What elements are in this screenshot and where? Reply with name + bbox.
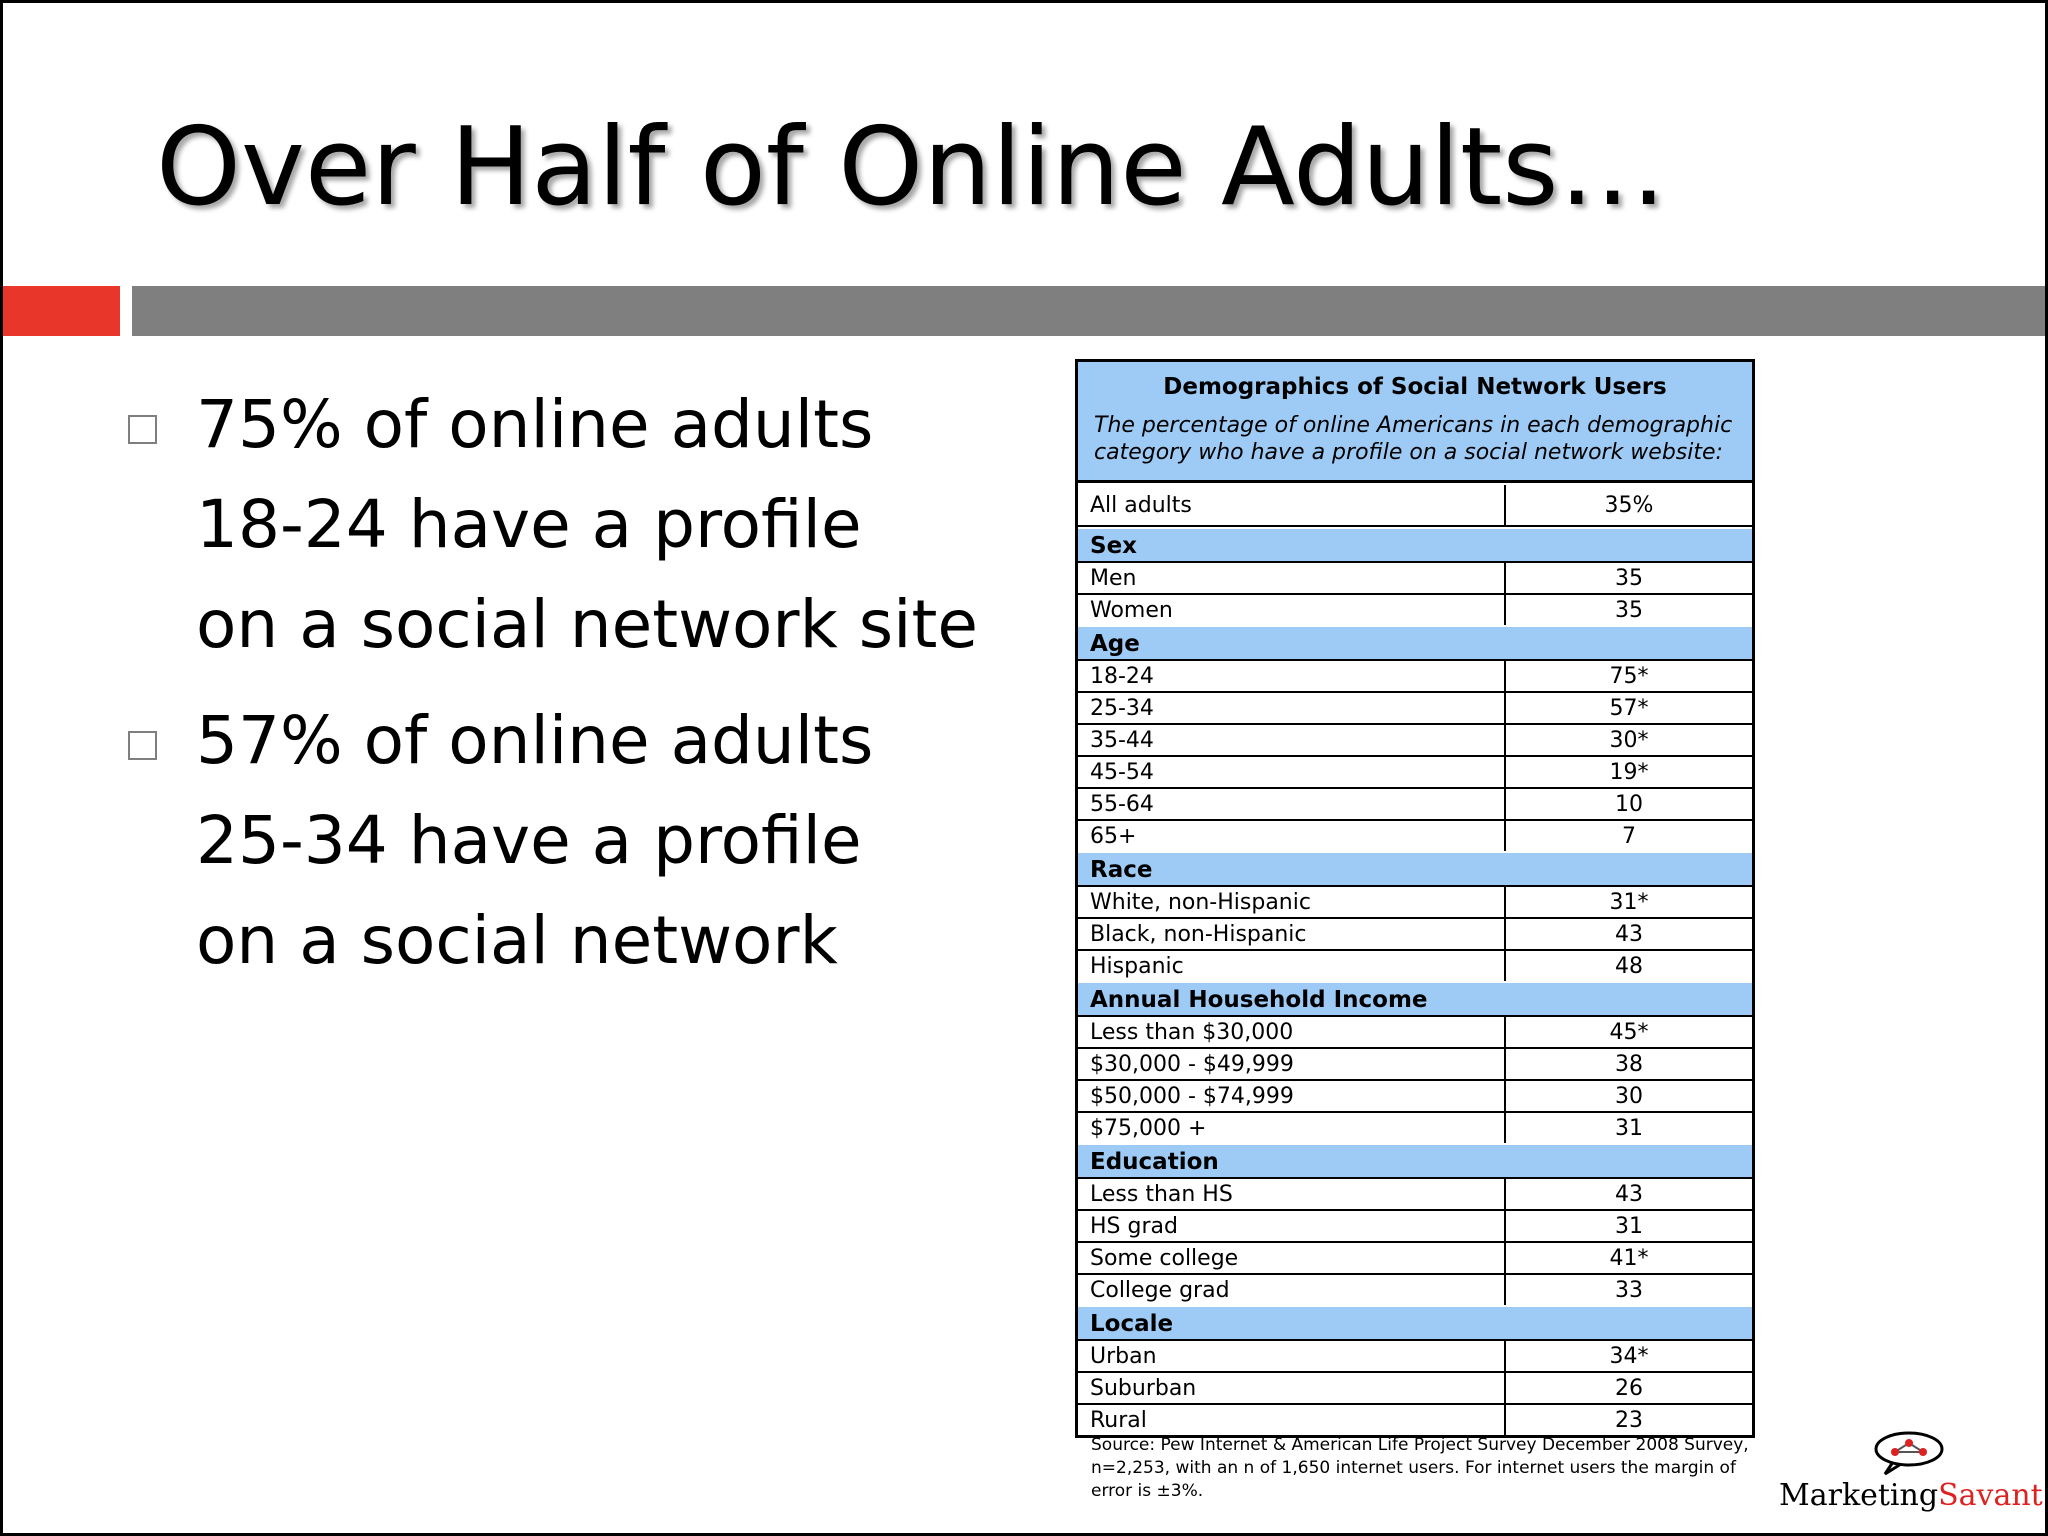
source-note: Source: Pew Internet & American Life Project Survey December 2008 Survey, n=2,253, with an n of 1,650 internet users. For internet users the margin of error is ±3%.: [1091, 1435, 1749, 1501]
logo-word-savant: Savant: [1938, 1478, 2043, 1513]
slide-title: Over Half of Online Adults…: [156, 105, 1667, 230]
table-section-header: Locale: [1078, 1305, 1752, 1339]
bullet-line: on a social network site: [196, 586, 978, 663]
square-bullet-icon: [128, 731, 157, 760]
table-row: [1078, 691, 1752, 723]
row-value: 75*: [1504, 661, 1752, 691]
logo-wordmark: [1779, 1478, 2043, 1513]
table-header: [1078, 362, 1752, 483]
row-value: 38: [1504, 1049, 1752, 1079]
row-value: 26: [1504, 1373, 1752, 1403]
table-row: [1078, 723, 1752, 755]
table-row: [1078, 561, 1752, 593]
row-value: 30*: [1504, 725, 1752, 755]
row-value: 10: [1504, 789, 1752, 819]
logo-word-marketing: Marketing: [1779, 1478, 1939, 1513]
row-label: Less than $30,000: [1090, 1019, 1294, 1045]
table-row: [1078, 1241, 1752, 1273]
row-label: Black, non-Hispanic: [1090, 921, 1307, 947]
row-value: 45*: [1504, 1017, 1752, 1047]
row-value: 31: [1504, 1113, 1752, 1143]
row-value: 34*: [1504, 1341, 1752, 1371]
row-label: $75,000 +: [1090, 1115, 1207, 1141]
table-row: [1078, 659, 1752, 691]
row-value: 31: [1504, 1211, 1752, 1241]
bullet-line: 25-34 have a profile: [196, 802, 862, 879]
table-section-header: Education: [1078, 1143, 1752, 1177]
bullet-item: [126, 375, 1006, 675]
bullet-line: 18-24 have a profile: [196, 486, 862, 563]
table-section-header: Annual Household Income: [1078, 981, 1752, 1015]
table-row-all-adults: [1078, 485, 1752, 527]
table-row: [1078, 1047, 1752, 1079]
table-row: [1078, 1339, 1752, 1371]
accent-bar-grey: [132, 286, 2045, 336]
table-row: [1078, 1371, 1752, 1403]
table-row: [1078, 755, 1752, 787]
row-value: 48: [1504, 951, 1752, 981]
row-value: 35: [1504, 595, 1752, 625]
row-label: Urban: [1090, 1343, 1157, 1369]
row-label: 35-44: [1090, 727, 1154, 753]
row-value: 43: [1504, 919, 1752, 949]
row-label: College grad: [1090, 1277, 1230, 1303]
row-value: 35%: [1504, 485, 1752, 525]
row-value: 31*: [1504, 887, 1752, 917]
bullet-line: 75% of online adults: [196, 386, 874, 463]
row-value: 43: [1504, 1179, 1752, 1209]
bullet-line: on a social network: [196, 902, 838, 979]
table-row: [1078, 1273, 1752, 1305]
row-label: HS grad: [1090, 1213, 1178, 1239]
accent-bar-red: [3, 286, 120, 336]
bullet-line: 57% of online adults: [196, 702, 874, 779]
speech-bubble-network-icon: [1873, 1430, 1945, 1476]
row-label: Women: [1090, 597, 1173, 623]
row-label: Some college: [1090, 1245, 1239, 1271]
table-row: [1078, 1111, 1752, 1143]
row-label: 65+: [1090, 823, 1137, 849]
row-value: 7: [1504, 821, 1752, 851]
row-label: 25-34: [1090, 695, 1154, 721]
row-label: All adults: [1090, 492, 1192, 518]
row-label: 18-24: [1090, 663, 1154, 689]
row-label: Less than HS: [1090, 1181, 1233, 1207]
table-row: [1078, 787, 1752, 819]
row-value: 33: [1504, 1275, 1752, 1305]
table-subtitle: The percentage of online Americans in each demographic category who have a profile on a social network website:: [1094, 413, 1733, 465]
row-label: Men: [1090, 565, 1137, 591]
table-row: [1078, 885, 1752, 917]
table-row: [1078, 949, 1752, 981]
table-section-header: Age: [1078, 625, 1752, 659]
row-label: $50,000 - $74,999: [1090, 1083, 1294, 1109]
row-value: 30: [1504, 1081, 1752, 1111]
table-row: [1078, 593, 1752, 625]
row-label: White, non-Hispanic: [1090, 889, 1311, 915]
table-section-header: Race: [1078, 851, 1752, 885]
table-row: [1078, 819, 1752, 851]
table-row: [1078, 1015, 1752, 1047]
table-row: [1078, 1079, 1752, 1111]
row-value: 19*: [1504, 757, 1752, 787]
table-row: [1078, 1403, 1752, 1435]
row-value: 35: [1504, 563, 1752, 593]
row-label: Rural: [1090, 1407, 1147, 1433]
row-value: 23: [1504, 1405, 1752, 1435]
bullet-item: [126, 691, 1006, 991]
row-value: 41*: [1504, 1243, 1752, 1273]
row-label: Suburban: [1090, 1375, 1197, 1401]
table-section-header: Sex: [1078, 527, 1752, 561]
table-row: [1078, 1209, 1752, 1241]
demographics-table: [1075, 359, 1755, 1438]
square-bullet-icon: [128, 415, 157, 444]
row-label: 45-54: [1090, 759, 1154, 785]
table-row: [1078, 1177, 1752, 1209]
bullet-list: [126, 375, 1006, 1007]
table-title: Demographics of Social Network Users: [1163, 374, 1667, 400]
table-row: [1078, 917, 1752, 949]
row-label: $30,000 - $49,999: [1090, 1051, 1294, 1077]
row-label: Hispanic: [1090, 953, 1184, 979]
row-value: 57*: [1504, 693, 1752, 723]
row-label: 55-64: [1090, 791, 1154, 817]
marketing-savant-logo: [1779, 1430, 2043, 1520]
table-body: [1078, 527, 1752, 1435]
